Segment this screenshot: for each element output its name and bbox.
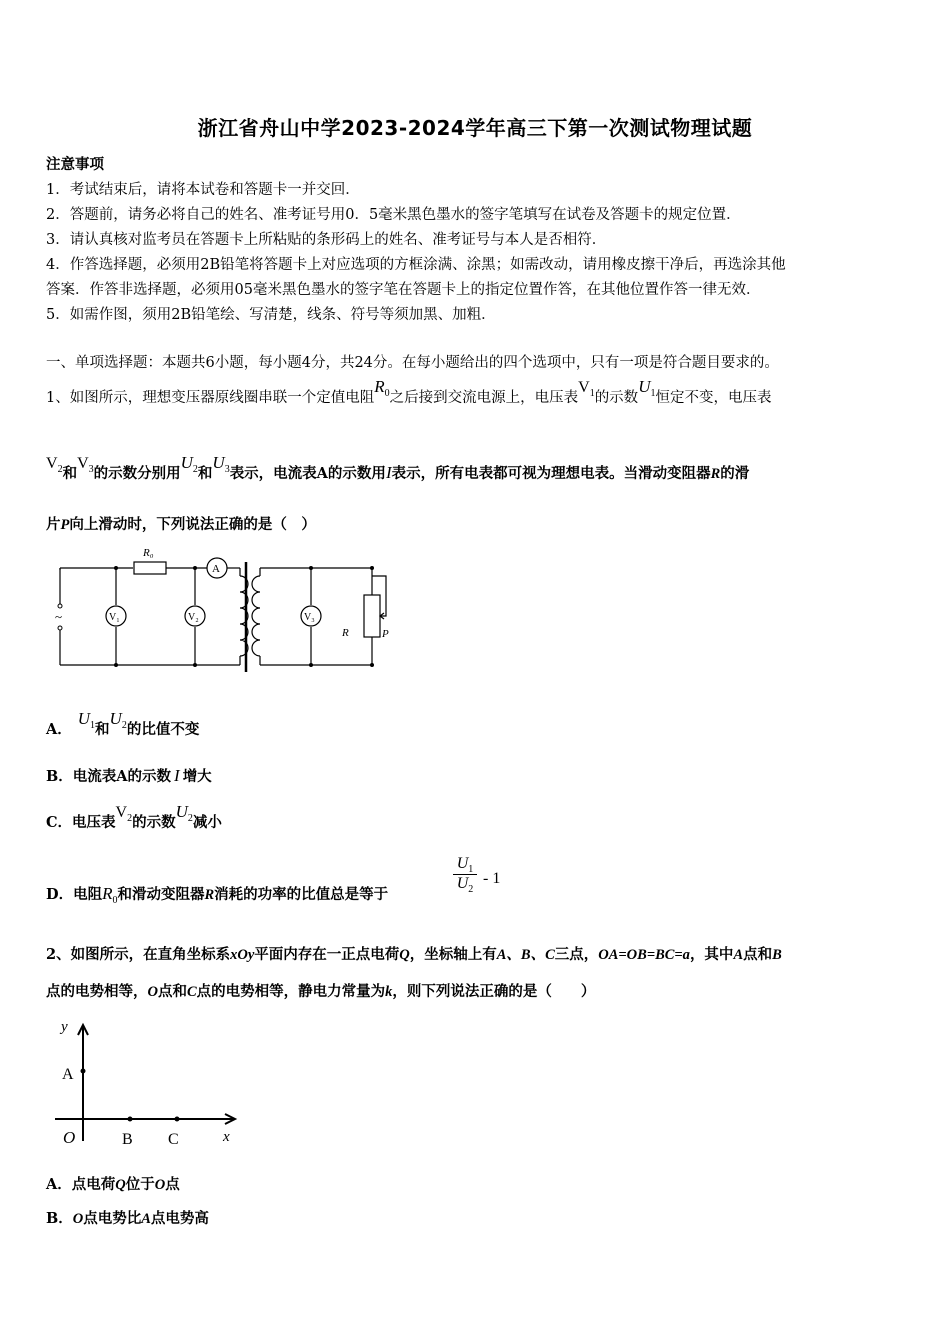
notice-item: 4．作答选择题，必须用2B铅笔将答题卡上对应选项的方框涂满、涂黑；如需改动，请用橡皮擦干净后，再选涂其他 (46, 257, 786, 273)
axis-x-label: x (223, 1129, 230, 1145)
q1-option-c[interactable]: C．电压表$V_2$的示数$U_2$减小 (46, 802, 222, 831)
q1-line-3: 片P向上滑动时，下列说法正确的是（ ） (46, 516, 316, 533)
notice-item: 3．请认真核对监考员在答题卡上所粘贴的条形码上的姓名、准考证号与本人是否相符． (46, 232, 607, 248)
label-o: O (63, 1128, 76, 1147)
q1-option-a[interactable]: A．$U_1$和$U_2$的比值不变 (46, 709, 200, 738)
section-heading: 一、单项选择题：本题共6小题，每小题4分，共24分。在每小题给出的四个选项中，只有一项是符合题目要求的。 (46, 355, 779, 371)
point-b (128, 1117, 133, 1122)
q2-option-b[interactable]: B．O点电势比A点电势高 (46, 1210, 209, 1227)
notice-item: 5．如需作图，须用2B铅笔绘、写清楚，线条、符号等须加黑、加粗． (46, 307, 496, 323)
v1-symbol: $V_1$ (578, 379, 595, 399)
transformer-circuit-diagram (50, 540, 400, 675)
notice-item: 答案．作答非选择题，必须用05毫米黑色墨水的签字笔在答题卡上的指定位置作答，在其他位置作答一律无效． (46, 282, 761, 298)
q1-option-b[interactable]: B．电流表A的示数 I 增大 (46, 766, 212, 785)
label-v3: V₃ (304, 612, 315, 623)
rheostat-r (364, 595, 380, 637)
axis-y-label: y (61, 1019, 68, 1035)
r0-symbol: $R_0$ (374, 377, 390, 399)
fraction-minus-one: - 1 (483, 870, 501, 887)
q1-line-1: 1、如图所示，理想变压器原线圈串联一个定值电阻$R_0$之后接到交流电源上，电压表$V_1$的示数$U_1$恒定不变，电压表 (46, 377, 772, 406)
notice-heading: 注意事项 (46, 156, 104, 173)
label-v2: V₂ (188, 612, 199, 623)
u1-symbol: $U_1$ (638, 377, 656, 399)
q2-option-a[interactable]: A．点电荷Q位于O点 (46, 1176, 180, 1193)
notice-item: 1．考试结束后，请将本试卷和答题卡一并交回． (46, 182, 360, 198)
coordinate-graph (55, 1013, 245, 1153)
label-p: P (382, 628, 389, 640)
label-a: A (62, 1066, 74, 1083)
label-c: C (168, 1131, 179, 1148)
source-symbol: ~ (55, 609, 63, 624)
q2-line-2: 点的电势相等，O点和C点的电势相等，静电力常量为k，则下列说法正确的是（ ） (46, 983, 596, 1000)
label-b: B (122, 1131, 133, 1148)
source-terminal (58, 626, 62, 630)
q2-line-1: 2、如图所示，在直角坐标系xOy平面内存在一正点电荷Q，坐标轴上有A、B、C三点，OA=OB=BC=a，其中A点和B (46, 946, 782, 963)
label-v1: V₁ (109, 612, 120, 623)
i-symbol: I (385, 463, 392, 482)
q1-option-d[interactable]: D．电阻$R_0$和滑动变阻器R消耗的功率的比值总是等于 (46, 884, 389, 906)
point-a (81, 1069, 86, 1074)
page-title: 浙江省舟山中学2023-2024学年高三下第一次测试物理试题 (197, 116, 753, 140)
v3-symbol: $V_3$ (77, 455, 94, 475)
u2-symbol: $U_2$ (180, 453, 198, 475)
fraction-u1-u2: $U_1$ $U_2$ (453, 855, 477, 893)
label-r: R (342, 627, 349, 639)
q1-line-2: $V_2$和$V_3$的示数分别用$U_2$和$U_3$表示，电流表A的示数用I表示，所有电表都可视为理想电表。当滑动变阻器R的滑 (46, 453, 750, 482)
notice-item: 2．答题前，请务必将自己的姓名、准考证号用0．5毫米黑色墨水的签字笔填写在试卷及答题卡的规定位置． (46, 207, 741, 223)
u3-symbol: $U_3$ (212, 453, 230, 475)
v2-symbol: $V_2$ (46, 455, 63, 475)
label-r0: R₀ (143, 547, 154, 559)
label-a: A (212, 563, 220, 575)
r0-resistor (134, 562, 166, 574)
source-terminal (58, 604, 62, 608)
point-c (175, 1117, 180, 1122)
